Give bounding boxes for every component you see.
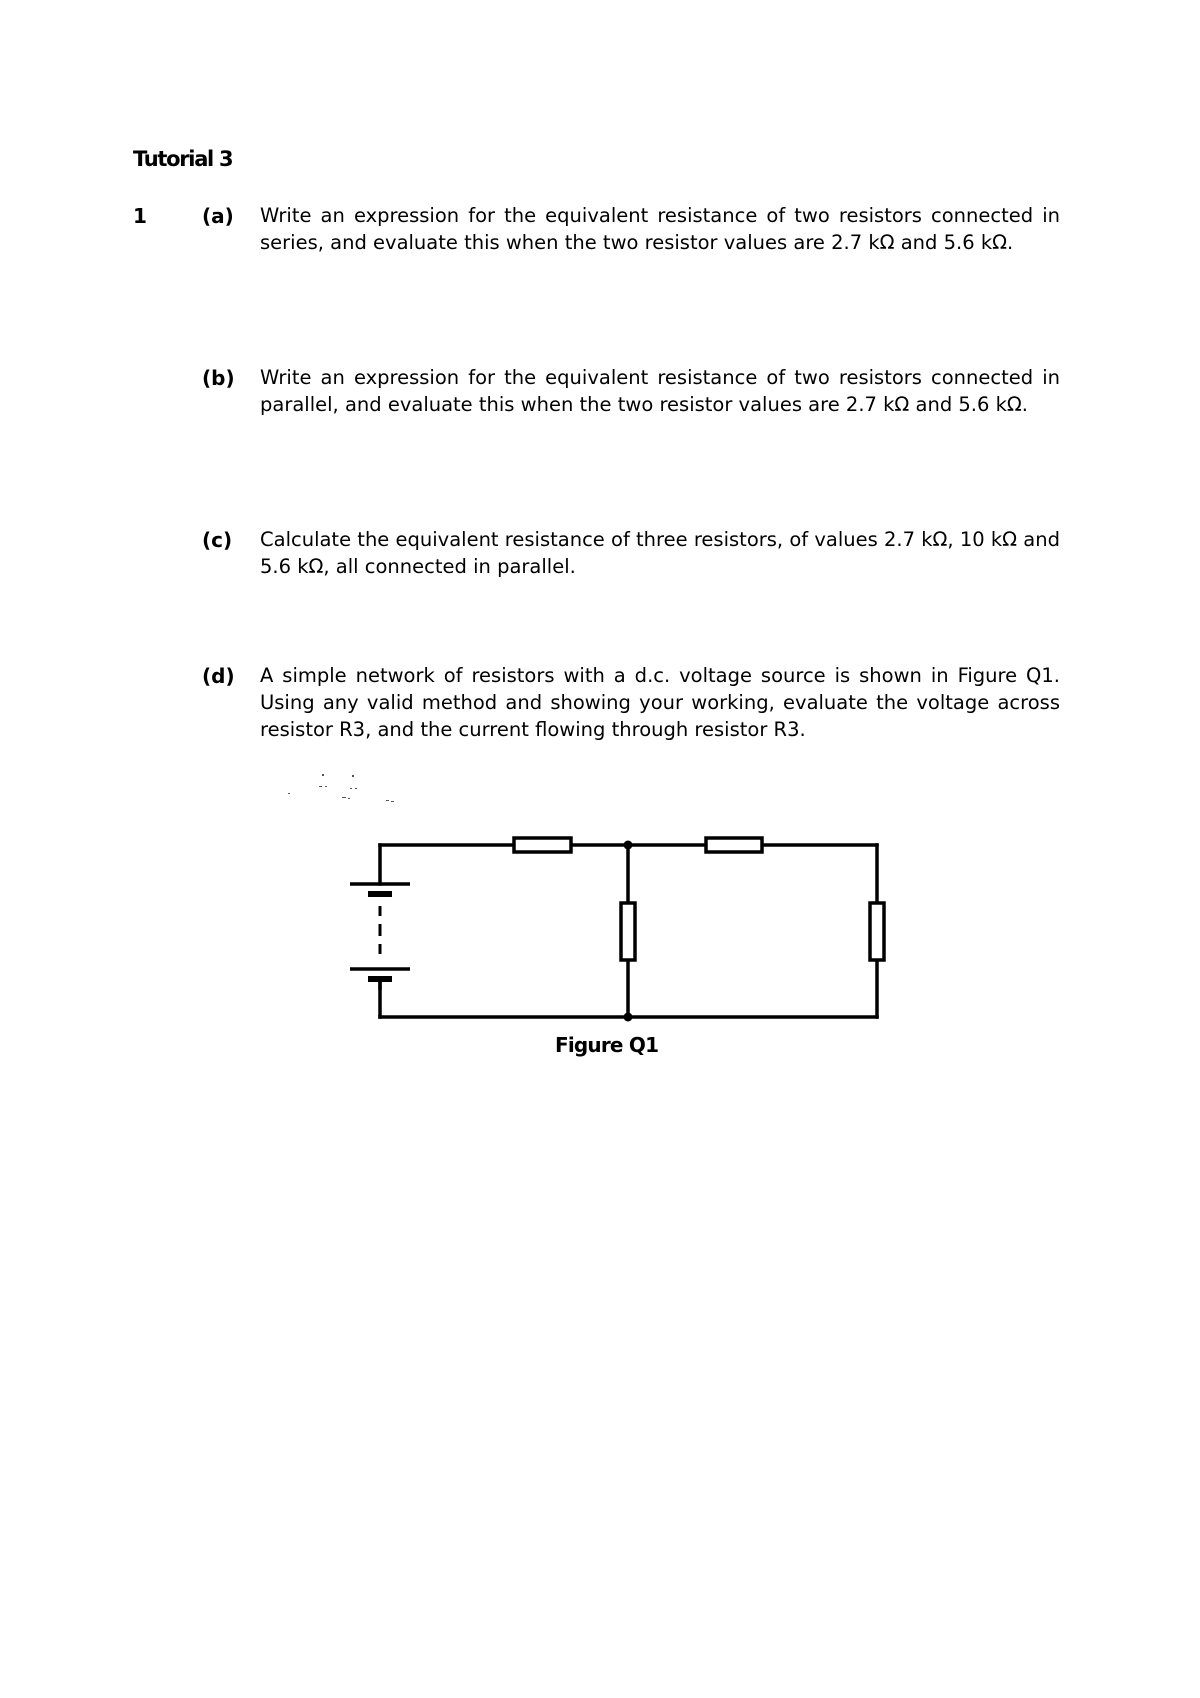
resistors (514, 838, 884, 960)
part-c-label: (c) (202, 528, 233, 552)
question-number: 1 (133, 204, 147, 228)
resistor-r3 (621, 903, 635, 960)
battery-icon (350, 884, 410, 990)
resistor-r2 (706, 838, 762, 852)
document-title: Tutorial 3 (133, 147, 233, 171)
part-d-label: (d) (202, 664, 235, 688)
part-d-text: A simple network of resistors with a d.c. voltage source is shown in Figure Q1. Using any valid method and showing your working, evaluate the voltage across resistor R3, and the current flowing through resistor R3. (260, 664, 1060, 741)
resistor-r4 (870, 903, 884, 960)
resistor-r1 (514, 838, 571, 852)
junction-bottom (624, 1013, 633, 1022)
part-b-label: (b) (202, 366, 235, 390)
scan-artifacts (288, 774, 394, 802)
part-a-label: (a) (202, 204, 234, 228)
part-a-text: Write an expression for the equivalent resistance of two resistors connected in series, and evaluate this when the two resistor values are 2.7 kΩ and 5.6 kΩ. (260, 204, 1060, 254)
junction-top (624, 841, 633, 850)
part-b-text: Write an expression for the equivalent resistance of two resistors connected in parallel, and evaluate this when the two resistor values are 2.7 kΩ and 5.6 kΩ. (260, 366, 1060, 416)
part-c-text: Calculate the equivalent resistance of three resistors, of values 2.7 kΩ, 10 kΩ and 5.6 kΩ, all connected in parallel. (260, 528, 1060, 578)
figure-caption: Figure Q1 (555, 1033, 659, 1057)
